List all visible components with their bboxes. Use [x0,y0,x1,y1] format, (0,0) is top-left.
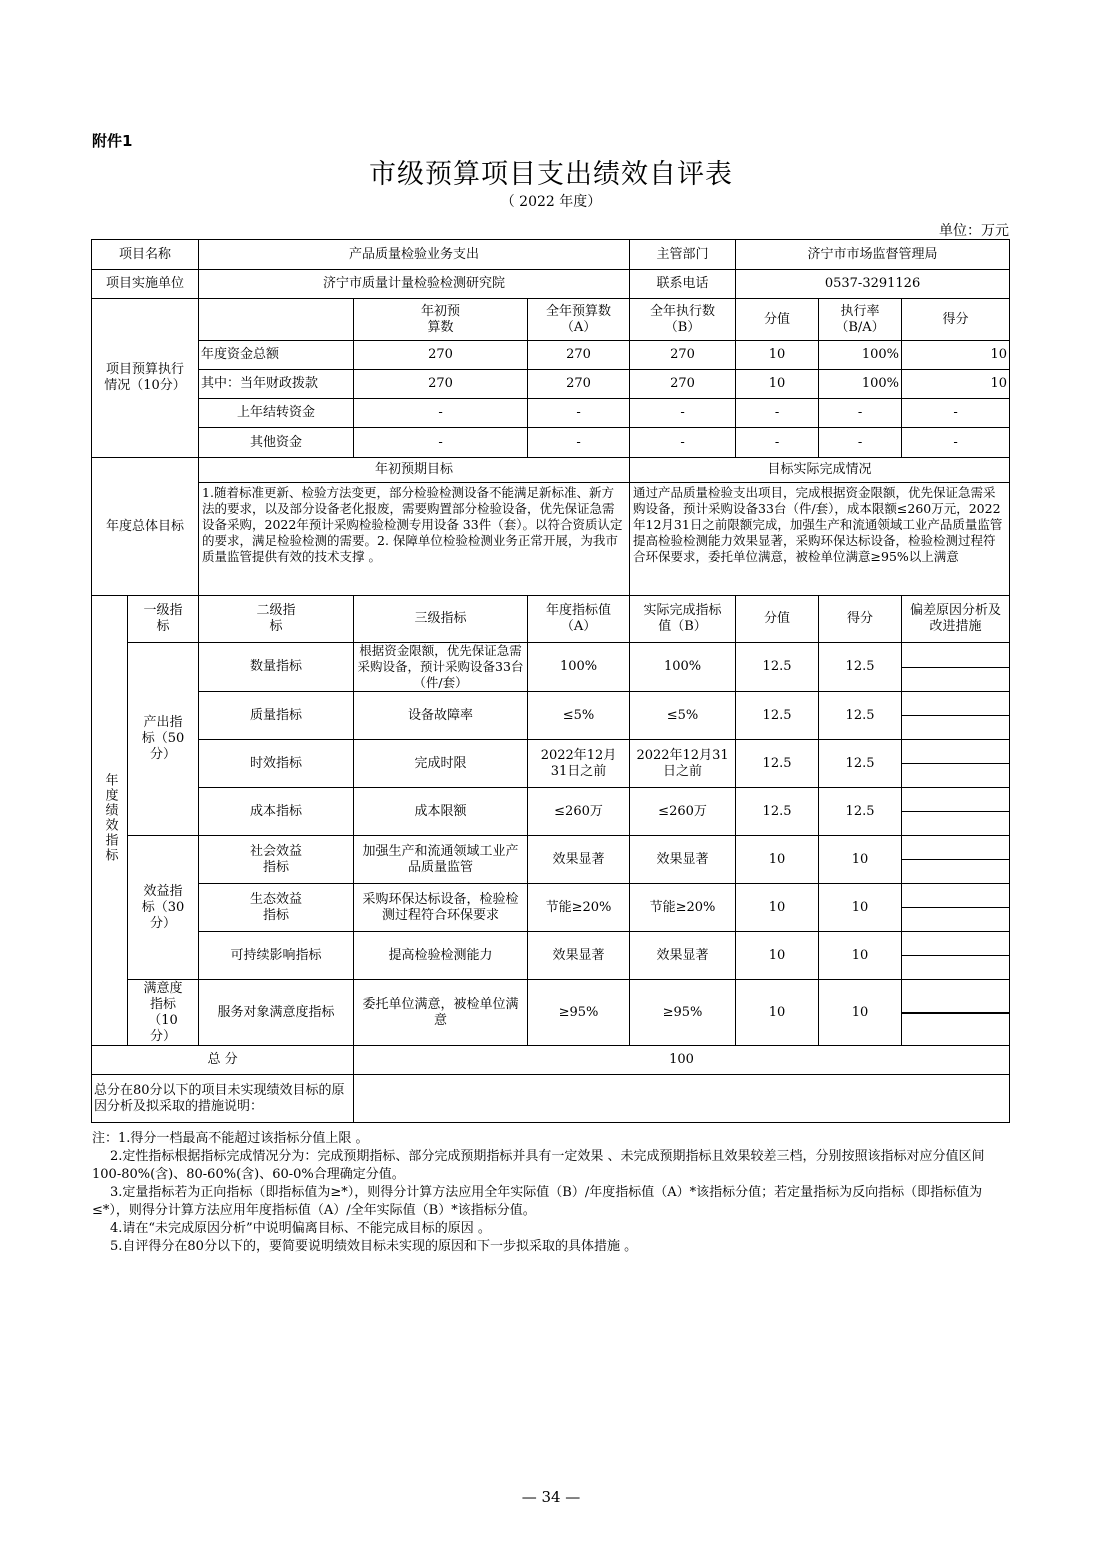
hdr-level1: 一级指标 [128,596,199,643]
budget-cell: 10 [736,341,819,370]
indicator-level2: 时效指标 [199,740,354,788]
expected-goal-header: 年初预期目标 [199,458,630,483]
expected-goal-text: 1.随着标准更新、检验方法变更，部分检验检测设备不能满足新标准、新方法的要求，以及部分设备老化报废，需要购置部分检验设备，优先保证急需设备采购，2022年预计采购检验检测专用设备 33件（套）。以符合资质认定的要求，满足检验检测的需要。2. 保障单位检验检测业务正常开展，为我市质量监管提供有效的技术支撑 。 [199,483,630,596]
indicator-level3: 提高检验检测能力 [354,932,528,980]
impl-unit-label: 项目实施单位 [92,270,199,299]
budget-cell: - [354,428,528,458]
perf-indicator-section: 年度绩效指标 [92,596,128,1046]
deviation-cell [902,643,1010,692]
indicator-actual: ≥95% [630,980,736,1046]
hdr-deviation: 偏差原因分析及改进措施 [902,596,1010,643]
hdr-actual: 实际完成指标值（B） [630,596,736,643]
col-initial-budget: 年初预算数 [354,299,528,341]
indicator-level2: 成本指标 [199,788,354,836]
deviation-cell [902,836,1010,884]
budget-cell: - [630,428,736,458]
budget-cell: - [819,399,902,428]
hdr-score-value: 分值 [736,596,819,643]
annual-goal-label: 年度总体目标 [92,458,199,596]
indicator-target: ≥95% [528,980,630,1046]
budget-cell: 270 [528,370,630,399]
indicator-score-value: 12.5 [736,740,819,788]
indicator-level3: 加强生产和流通领域工业产品质量监管 [354,836,528,884]
budget-cell: - [736,399,819,428]
budget-cell: - [528,428,630,458]
budget-cell: - [902,399,1010,428]
actual-goal-text: 通过产品质量检验支出项目，完成根据资金限额，优先保证急需采购设备，预计采购设备33台（件/套），成本限额≤260万元，2022年12月31日之前限额完成，加强生产和流通领域工业产品质量监管提高检验检测能力效果显著，采购环保达标设备，检验检测过程符合环保要求，委托单位满意，被检单位满意≥95%以上满意 [630,483,1010,596]
hdr-level3: 三级指标 [354,596,528,643]
col-annual-budget: 全年预算数（A） [528,299,630,341]
indicator-score-value: 12.5 [736,788,819,836]
budget-cell: 270 [630,370,736,399]
hdr-target: 年度指标值（A） [528,596,630,643]
attachment-label: 附件1 [92,132,133,150]
self-evaluation-table [91,239,1010,1123]
actual-goal-header: 目标实际完成情况 [630,458,1010,483]
indicator-level2: 服务对象满意度指标 [199,980,354,1046]
budget-cell: 10 [902,341,1010,370]
budget-cell: - [819,428,902,458]
budget-cell: - [354,399,528,428]
budget-cell: - [630,399,736,428]
budget-cell: 270 [354,370,528,399]
budget-cell: - [528,399,630,428]
budget-row-label: 上年结转资金 [199,399,354,428]
budget-cell: 10 [902,370,1010,399]
indicator-score: 12.5 [819,740,902,788]
indicator-level2: 数量指标 [199,643,354,692]
budget-cell: 100% [819,341,902,370]
indicator-score-value: 12.5 [736,692,819,740]
indicator-target: 2022年12月31日之前 [528,740,630,788]
indicator-score: 12.5 [819,643,902,692]
page-number: — 34 — [521,1488,581,1506]
budget-cell: 100% [819,370,902,399]
indicator-score: 10 [819,836,902,884]
note-item: 4.请在“未完成原因分析”中说明偏离目标、不能完成目标的原因 。 [110,1221,491,1236]
budget-row-label: 其中：当年财政拨款 [199,370,354,399]
indicator-level3: 设备故障率 [354,692,528,740]
col-score-value: 分值 [736,299,819,341]
indicator-score-value: 10 [736,980,819,1046]
indicator-actual: 效果显著 [630,836,736,884]
budget-cell: 270 [528,341,630,370]
indicator-level3: 完成时限 [354,740,528,788]
phone-label: 联系电话 [630,270,736,299]
indicator-actual: ≤260万 [630,788,736,836]
deviation-cell [902,692,1010,740]
group-output: 产出指标（50分） [128,643,199,836]
indicator-actual: 效果显著 [630,932,736,980]
indicator-score-value: 10 [736,932,819,980]
col-score: 得分 [902,299,1010,341]
note-item: 注：1.得分一档最高不能超过该指标分值上限 。 [92,1131,369,1146]
budget-cell: - [902,428,1010,458]
unit-label: 单位：万元 [939,223,1009,239]
budget-cell: 270 [630,341,736,370]
deviation-cell [902,884,1010,932]
indicator-level3: 采购环保达标设备，检验检测过程符合环保要求 [354,884,528,932]
col-exec-rate: 执行率（B/A） [819,299,902,341]
group-effect: 效益指标（30分） [128,836,199,980]
indicator-actual: 节能≥20% [630,884,736,932]
dept-label: 主管部门 [630,240,736,270]
indicator-score: 10 [819,932,902,980]
indicator-level2: 质量指标 [199,692,354,740]
col-annual-executed: 全年执行数（B） [630,299,736,341]
indicator-target: 100% [528,643,630,692]
indicator-target: 效果显著 [528,932,630,980]
below-80-explanation-value [354,1075,1010,1123]
indicator-level2: 社会效益指标 [199,836,354,884]
deviation-cell [902,980,1010,1046]
indicator-target: ≤5% [528,692,630,740]
deviation-cell [902,932,1010,980]
below-80-explanation-label: 总分在80分以下的项目未实现绩效目标的原因分析及拟采取的措施说明： [92,1075,354,1123]
indicator-score-value: 10 [736,884,819,932]
note-item: 2.定性指标根据指标完成情况分为：完成预期指标、部分完成预期指标并具有一定效果 、未完成预期指标且效果较差三档，分别按照该指标对应分值区间100-80%(含)、80-60%(含)、60-0%合理确定分值。 [92,1149,985,1182]
budget-header-blank [199,299,354,341]
indicator-target: 节能≥20% [528,884,630,932]
dept-value: 济宁市市场监督管理局 [736,240,1010,270]
impl-unit: 济宁市质量计量检验检测研究院 [199,270,630,299]
indicator-score-value: 12.5 [736,643,819,692]
budget-cell: - [736,428,819,458]
indicator-target: 效果显著 [528,836,630,884]
deviation-cell [902,740,1010,788]
year-subtitle: （ 2022 年度） [500,194,602,210]
note-item: 3.定量指标若为正向指标（即指标值为≥*），则得分计算方法应用全年实际值（B）/年度指标值（A）*该指标分值；若定量指标为反向指标（即指标值为≤*），则得分计算方法应用年度指标值（A）/全年实际值（B）*该指标分值。 [92,1185,983,1218]
total-value: 100 [354,1046,1010,1075]
indicator-actual: ≤5% [630,692,736,740]
indicator-level2: 可持续影响指标 [199,932,354,980]
indicator-score: 12.5 [819,788,902,836]
hdr-level2: 二级指标 [199,596,354,643]
budget-section-label: 项目预算执行情况（10分） [92,299,199,458]
indicator-level2: 生态效益指标 [199,884,354,932]
indicator-score: 10 [819,884,902,932]
budget-row-label: 年度资金总额 [199,341,354,370]
budget-cell: 10 [736,370,819,399]
project-name: 产品质量检验业务支出 [199,240,630,270]
indicator-level3: 根据资金限额，优先保证急需采购设备，预计采购设备33台（件/套） [354,643,528,692]
note-item: 5.自评得分在80分以下的，要简要说明绩效目标未实现的原因和下一步拟采取的具体措施 。 [110,1239,638,1254]
project-name-label: 项目名称 [92,240,199,270]
phone-value: 0537-3291126 [736,270,1010,299]
indicator-level3: 成本限额 [354,788,528,836]
indicator-target: ≤260万 [528,788,630,836]
total-label: 总 分 [92,1046,354,1075]
indicator-score: 10 [819,980,902,1046]
deviation-cell [902,788,1010,836]
budget-cell: 270 [354,341,528,370]
page-title: 市级预算项目支出绩效自评表 [369,159,733,190]
indicator-score-value: 10 [736,836,819,884]
budget-row-label: 其他资金 [199,428,354,458]
indicator-actual: 100% [630,643,736,692]
group-satisfaction: 满意度指标（10分） [128,980,199,1046]
hdr-score: 得分 [819,596,902,643]
notes [92,1130,1010,1256]
indicator-score: 12.5 [819,692,902,740]
indicator-actual: 2022年12月31日之前 [630,740,736,788]
indicator-level3: 委托单位满意，被检单位满意 [354,980,528,1046]
